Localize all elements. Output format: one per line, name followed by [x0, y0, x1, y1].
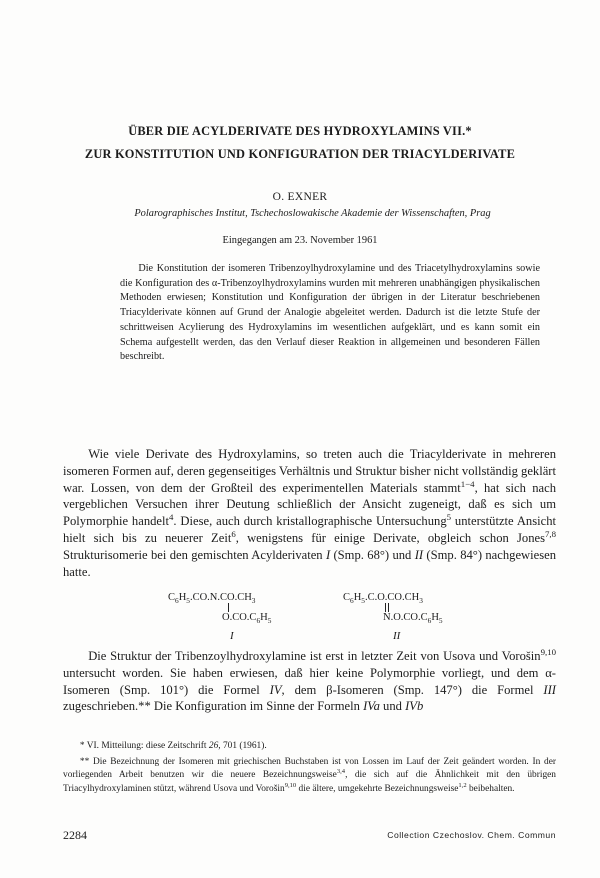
text-segment: Strukturisomerie bei den gemischten Acylderivaten [63, 547, 326, 562]
reference: 5 [446, 512, 452, 522]
formula-label: II [393, 630, 401, 642]
reference: 1−4 [460, 478, 475, 489]
author-name: O. EXNER [272, 191, 328, 203]
compound-label: IVa [363, 699, 380, 714]
affiliation: Polarographisches Institut, Tschechoslowakische Akademie der Wissenschaften, Prag [134, 208, 491, 219]
text-segment: zugeschrieben.** Die Konfiguration im Sinne der Formeln [63, 699, 364, 714]
reference: 6 [231, 528, 236, 539]
article-title-block [40, 123, 560, 162]
text-segment: , dem β-Isomeren (Smp. 147°) die Formel [281, 682, 544, 697]
text-segment: Die Struktur der Tribenzoylhydroxylamine ist erst in letzter Zeit von Usova und Vorošin [88, 649, 541, 663]
formula-line: $C_6H_5.C.O.CO.CH_3$ [343, 592, 423, 606]
footnote: ** Die Bezeichnung der Isomeren mit griechischen Buchstaben ist von Lossen im Lauf der Zeit geändert worden. In der vorliegenden Arbeit benutzen wir die neuere Bezeichnungsweise$^{3,4}$, die sich auf die Ähnlichkeit mit den übrigen Triacylhydroxylaminen stützt, während Usova und Vorošin$^{9,10}$ die ältere, umgekehrte Bezeichnungsweise$^{1,2}$ beibehalten. [63, 757, 556, 794]
structural-formula-II [343, 592, 443, 642]
paragraph-structure [63, 648, 556, 715]
compound-label: II [414, 547, 424, 562]
text-segment: . Diese, auch durch kristallographische Untersuchung [173, 514, 447, 529]
formula-label: I [230, 630, 234, 642]
reference: 7,8 [545, 528, 557, 539]
reference: 9,10 [540, 646, 556, 657]
reference: 4 [169, 512, 174, 522]
article-title: ÜBER DIE ACYLDERIVATE DES HYDROXYLAMINS VII.* [128, 124, 472, 138]
journal-name: Collection Czechoslov. Chem. Commun [387, 830, 556, 840]
compound-label: I [325, 547, 331, 562]
single-bond [228, 603, 229, 612]
footnote: * VI. Mitteilung: diese Zeitschrift 26, 701 (1961). [79, 741, 267, 751]
text-segment: , wenigstens für einige Derivate, obgleich schon Jones [235, 530, 545, 545]
text-segment: unterstützte Ansicht hielt sich bis zu neuerer Zeit [63, 514, 556, 545]
abstract: Die Konstitution der isomeren Tribenzoylhydroxylamine und des Triacetylhydroxylamins sowie die Konfiguration des α-Tribenzoylhydroxylamins wurden mit mehreren unabhängigen physikalischen Methoden erwiesen; Konstitution und Konfiguration der übrigen in der Literatur beschriebenen Triacylderivate können auf Grund der Analogie abgeleitet werden. Dadurch ist die letzte Stufe der schrittweisen Acylierung des Hydroxylamins im wesentlichen aufgeklärt, und es kann somit ein Schema aufgestellt werden, das den Verlauf dieser Reaktion in allgemeinen und besonderen Fällen beschreibt. [120, 263, 540, 363]
text-segment: (Smp. 84°) nachgewiesen hatte. [63, 547, 557, 579]
structural-formula-I [168, 592, 271, 642]
text-segment: untersucht worden. Sie haben erwiesen, daß hier keine Polymorphie vorliegt, und dem α-Isomeren (Smp. 101°) die Formel [63, 665, 556, 697]
text-segment: , hat sich nach vergeblichen Versuchen ihrer Deutung schließlich der Ansicht zugeneigt, daß es sich um Polymorphie handelt [63, 480, 556, 529]
footnotes [63, 740, 556, 796]
formula-line: $N.O.CO.C_6H_5$ [383, 612, 443, 626]
text-segment: (Smp. 68°) und [330, 547, 415, 562]
text-segment: und [379, 699, 406, 714]
article-subtitle: ZUR KONSTITUTION UND KONFIGURATION DER TRIACYLDERIVATE [84, 147, 516, 161]
compound-label: III [543, 682, 556, 697]
compound-label: IVb [405, 699, 424, 714]
page-number: 2284 [63, 828, 87, 842]
received-date: Eingegangen am 23. November 1961 [222, 235, 378, 246]
formula-line: $C_6H_5.CO.N.CO.CH_3$ [168, 592, 256, 606]
formula-line: $O.CO.C_6H_5$ [222, 612, 272, 626]
compound-label: IV [269, 682, 282, 697]
double-bond [385, 603, 389, 612]
paragraph-intro [63, 446, 556, 580]
text-segment: Wie viele Derivate des Hydroxylamins, so treten auch die Triacylderivate in mehreren isomeren Formen auf, deren gegenseitiges Verhältnis und Struktur bisher nicht vollständig geklärt war. Lossen, von dem der Großteil des experimentellen Materials stammt [63, 447, 556, 495]
